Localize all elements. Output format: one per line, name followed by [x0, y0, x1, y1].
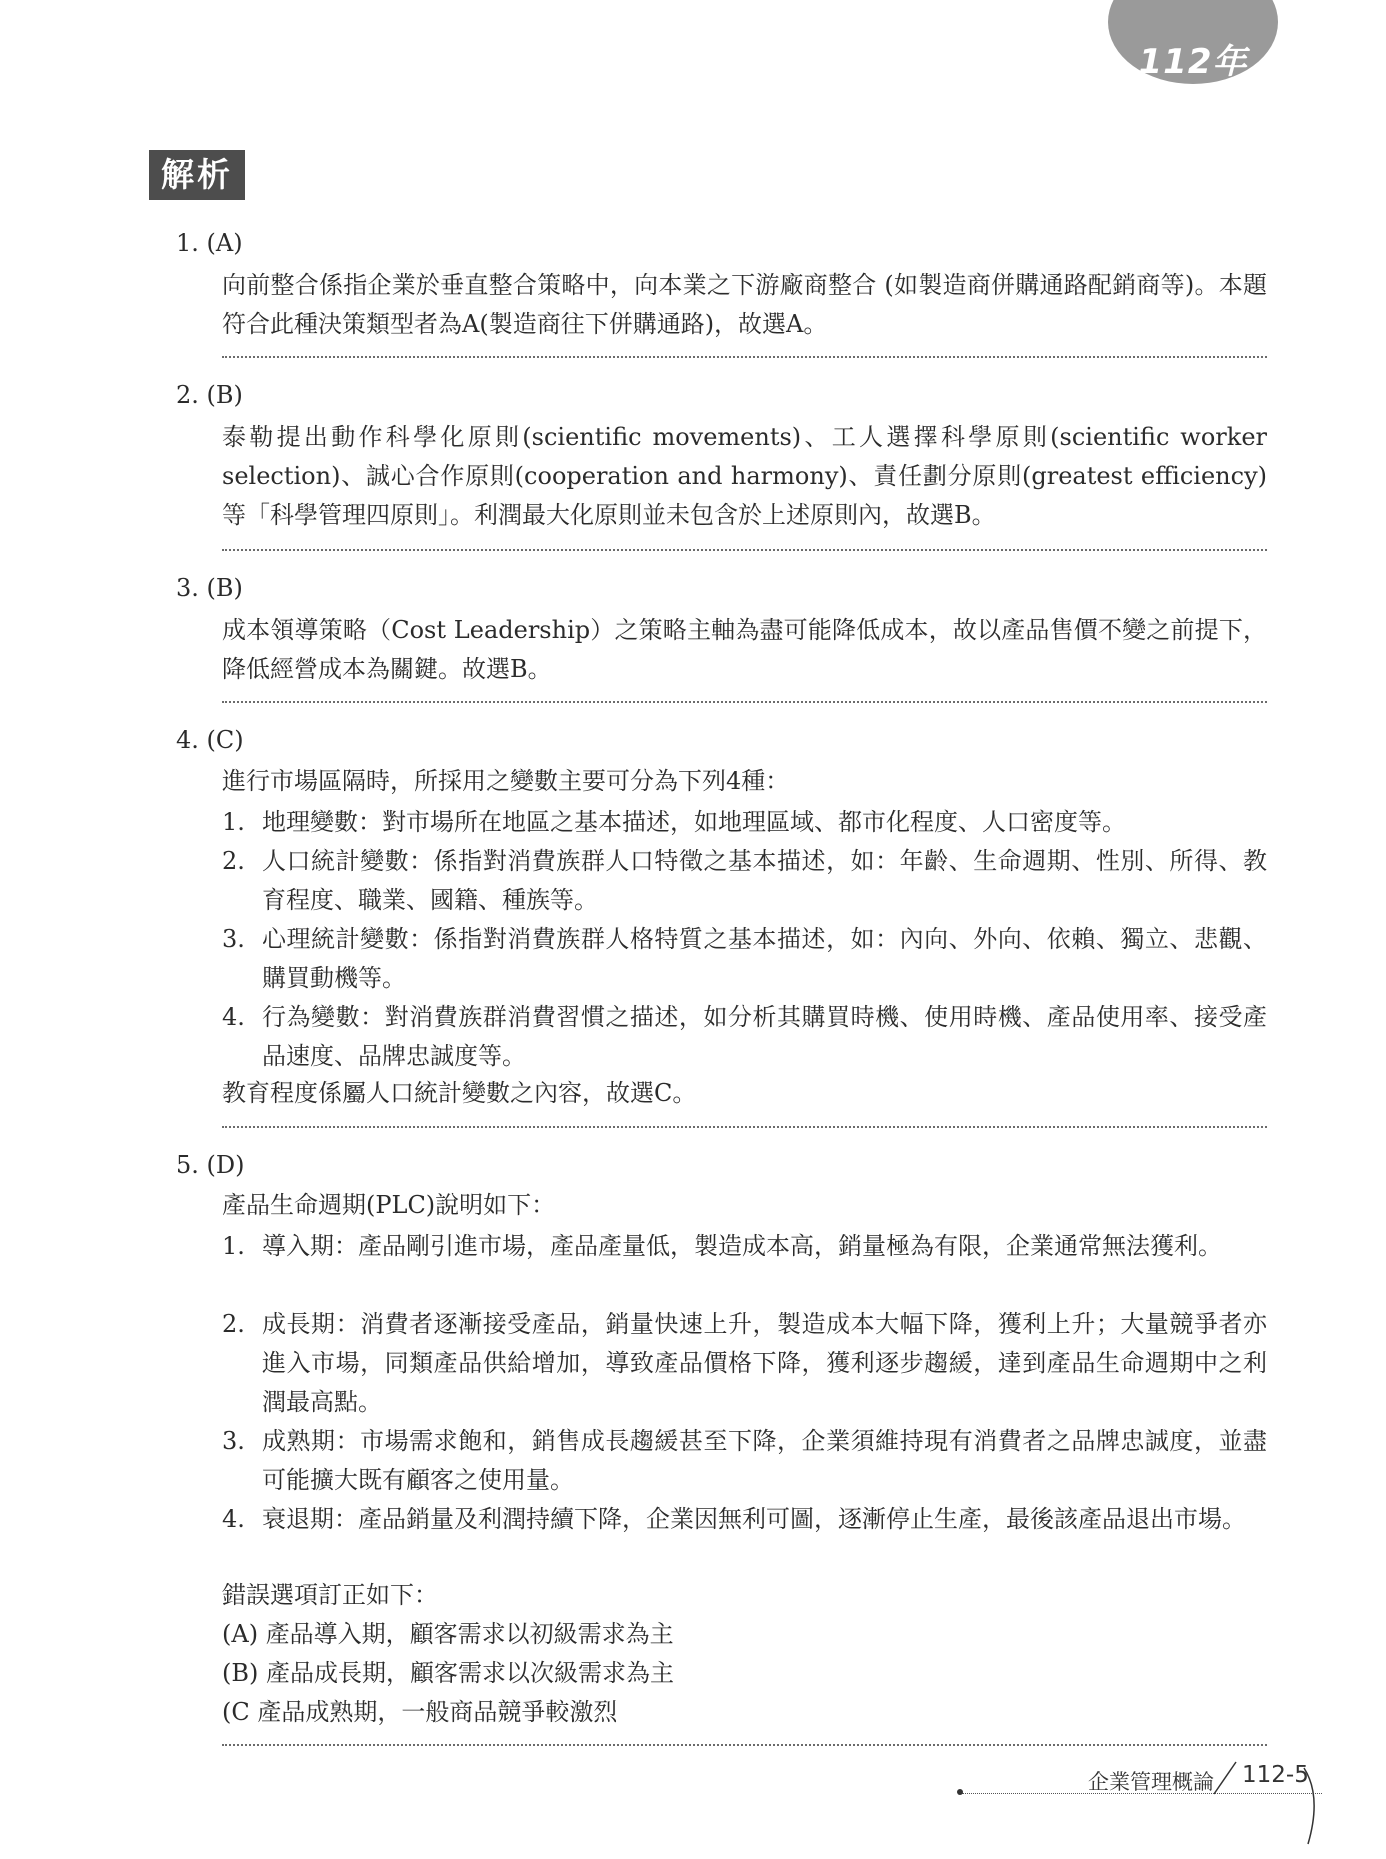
question-2-explanation: 泰勒提出動作科學化原則(scientific movements)、工人選擇科學原則(scientific worker selection)、誠心合作原則(cooperation and harmony)、責任劃分原則(greatest efficiency)等「科學管理四原則」。利潤最大化原則並未包含於上述原則內，故選B。	[222, 423, 1267, 529]
list-item-text: 成長期：消費者逐漸接受產品，銷量快速上升，製造成本大幅下降，獲利上升；大量競爭者亦進入市場，同類產品供給增加，導致產品價格下降，獲利逐步趨緩，達到產品生命週期中之利潤最高點。	[262, 1310, 1267, 1416]
list-item-number: 3.	[222, 925, 245, 953]
divider	[222, 701, 1267, 703]
list-item	[222, 1422, 1267, 1500]
list-item-number: 1.	[222, 808, 245, 836]
list-item	[222, 998, 1267, 1076]
list-item	[222, 803, 1267, 842]
list-item	[222, 1227, 1267, 1266]
list-item	[222, 842, 1267, 920]
correction-item: (C 產品成熟期，一般商品競爭較激烈	[222, 1698, 618, 1726]
divider	[222, 356, 1267, 358]
list-item-text: 地理變數：對市場所在地區之基本描述，如地理區域、都市化程度、人口密度等。	[262, 808, 1126, 836]
list-item-number: 2.	[222, 847, 245, 875]
divider	[222, 1744, 1267, 1746]
list-item	[222, 1305, 1267, 1422]
year-tab-label: 112年	[1138, 42, 1248, 82]
correction-item: (B) 產品成長期，顧客需求以次級需求為主	[222, 1659, 674, 1687]
question-4-conclusion: 教育程度係屬人口統計變數之內容，故選C。	[222, 1079, 697, 1107]
list-item-text: 衰退期：產品銷量及利潤持續下降，企業因無利可圖，逐漸停止生產，最後該產品退出市場。	[262, 1505, 1246, 1533]
list-item-text: 成熟期：市場需求飽和，銷售成長趨緩甚至下降，企業須維持現有消費者之品牌忠誠度，並盡可能擴大既有顧客之使用量。	[262, 1427, 1267, 1494]
list-item-text: 行為變數：對消費族群消費習慣之描述，如分析其購買時機、使用時機、產品使用率、接受產品速度、品牌忠誠度等。	[262, 1003, 1267, 1070]
list-item-text: 心理統計變數：係指對消費族群人格特質之基本描述，如：內向、外向、依賴、獨立、悲觀、購買動機等。	[262, 925, 1267, 992]
question-4-answer: 4. (C)	[176, 726, 244, 754]
question-1-explanation: 向前整合係指企業於垂直整合策略中，向本業之下游廠商整合 (如製造商併購通路配銷商等)。本題符合此種決策類型者為A(製造商往下併購通路)，故選A。	[222, 271, 1267, 338]
list-item	[222, 1500, 1267, 1539]
question-1-answer: 1. (A)	[176, 229, 243, 257]
question-5-intro: 產品生命週期(PLC)說明如下：	[222, 1191, 556, 1219]
question-4-intro: 進行市場區隔時，所採用之變數主要可分為下列4種：	[222, 767, 790, 795]
list-item-number: 2.	[222, 1310, 245, 1338]
question-2-answer: 2. (B)	[176, 381, 243, 409]
book-title: 企業管理概論	[1088, 1770, 1214, 1794]
list-item	[222, 920, 1267, 998]
page-number: 112-5	[1242, 1762, 1309, 1788]
list-item-number: 1.	[222, 1232, 245, 1260]
list-item-text: 人口統計變數：係指對消費族群人口特徵之基本描述，如：年齡、生命週期、性別、所得、教育程度、職業、國籍、種族等。	[262, 847, 1267, 914]
question-5-answer: 5. (D)	[176, 1151, 245, 1179]
section-heading: 解析	[149, 150, 245, 200]
list-item-text: 導入期：產品剛引進市場，產品產量低，製造成本高，銷量極為有限，企業通常無法獲利。	[262, 1232, 1222, 1260]
list-item-number: 4.	[222, 1003, 245, 1031]
footer-bullet	[957, 1789, 963, 1795]
footer-curve-decoration	[1300, 1766, 1330, 1846]
corrections-title: 錯誤選項訂正如下：	[222, 1581, 438, 1609]
footer-slash-decoration	[1210, 1758, 1240, 1798]
list-item-number: 4.	[222, 1505, 245, 1533]
list-item-number: 3.	[222, 1427, 245, 1455]
divider	[222, 1126, 1267, 1128]
correction-item: (A) 產品導入期，顧客需求以初級需求為主	[222, 1620, 674, 1648]
footer-rule	[962, 1793, 1322, 1794]
divider	[222, 549, 1267, 551]
question-3-answer: 3. (B)	[176, 574, 243, 602]
question-3-explanation: 成本領導策略（Cost Leadership）之策略主軸為盡可能降低成本，故以產品售價不變之前提下，降低經營成本為關鍵。故選B。	[222, 616, 1267, 683]
